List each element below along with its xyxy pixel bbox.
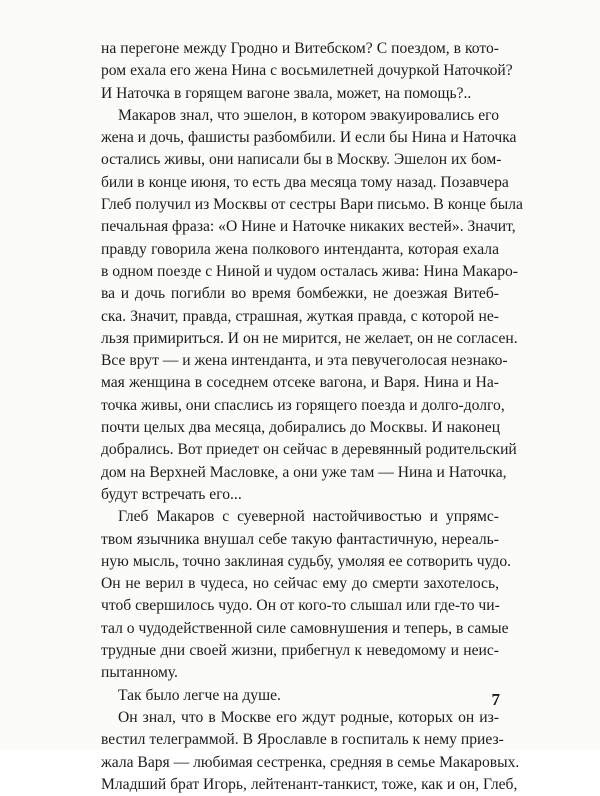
- text-line: Все врут — и жена интенданта, и эта певучеголосая незнако-: [101, 352, 508, 370]
- text-line: остались живы, они написали бы в Москву. Эшелон их бом-: [101, 151, 502, 169]
- text-line: вестил телеграммой. В Ярославле в госпиталь к нему приез-: [101, 731, 504, 749]
- text-line: Он не верил в чудеса, но сейчас ему до смерти захотелось,: [101, 575, 499, 593]
- text-line: правду говорила жена полкового интенданта, которая ехала: [101, 240, 499, 258]
- text-line: ную мысль, точно заклиная судьбу, умоляя ее сотворить чудо.: [101, 552, 512, 570]
- text-line: ска. Значит, правда, страшная, жуткая правда, с которой не-: [101, 307, 499, 325]
- paragraph-5: [101, 707, 520, 796]
- text-line: добрались. Вот приедет он сейчас в деревянный родительский: [101, 441, 517, 459]
- text-line: почти целых два месяца, добирались до Москвы. И наконец: [101, 419, 501, 437]
- text-line: дом на Верхней Масловке, а они уже там — Нина и Наточка,: [101, 463, 507, 481]
- text-line: Глеб получил из Москвы от сестры Вари письмо. В конце была: [101, 196, 523, 214]
- text-line: твом язычника внушал себе такую фантастичную, нереаль-: [101, 530, 499, 548]
- text-line: мая женщина в соседнем отсеке вагона, и Варя. Нина и На-: [101, 374, 499, 392]
- text-line: пытанному.: [101, 664, 178, 682]
- text-line: в одном поезде с Ниной и чудом осталась жива: Нина Макаро-: [101, 262, 518, 280]
- text-line: Так было легче на душе.: [118, 686, 281, 704]
- text-line: Он знал, что в Москве его ждут родные, которых он из-: [118, 708, 499, 726]
- paragraph-2: [101, 105, 523, 506]
- text-line: точка живы, они спаслись из горящего поезда и долго-долго,: [101, 396, 505, 414]
- text-line: Макаров знал, что эшелон, в котором эвакуировались его: [118, 106, 499, 124]
- text-line: Глеб Макаров с суеверной настойчивостью и упрямс-: [118, 508, 499, 526]
- paragraph-1: [101, 38, 513, 105]
- text-line: тал о чудодейственной силе самовнушения и теперь, в самые: [101, 619, 509, 637]
- page-number: 7: [491, 690, 500, 709]
- paragraph-4: [101, 685, 499, 707]
- text-line: жена и дочь, фашисты разбомбили. И если бы Нина и Наточка: [101, 129, 517, 147]
- text-line: били в конце июня, то есть два месяца тому назад. Позавчера: [101, 173, 509, 191]
- text-line: чтоб свершилось чудо. Он от кого-то слышал или где-то чи-: [101, 597, 500, 615]
- paragraph-3: [101, 506, 512, 684]
- text-line: будут встречать его...: [101, 485, 242, 503]
- body-text: [101, 38, 523, 796]
- text-line: печальная фраза: «О Нине и Наточке никаких вестей». Значит,: [101, 218, 516, 236]
- text-line: льзя примириться. И он не мирится, не желает, он не согласен.: [101, 329, 518, 347]
- text-line: ром ехала его жена Нина с восьмилетней дочуркой Наточкой?: [101, 62, 513, 80]
- text-line: жала Варя — любимая сестренка, средняя в семье Макаровых.: [101, 753, 520, 771]
- text-line: трудные дни своей жизни, прибегнул к неведомому и неис-: [101, 642, 499, 660]
- text-line: ва и дочь погибли во время бомбежки, не доезжая Витеб-: [101, 285, 499, 303]
- text-line: И Наточка в горящем вагоне звала, может, на помощь?..: [101, 84, 472, 102]
- text-line: на перегоне между Гродно и Витебском? С поездом, в кото-: [101, 40, 499, 57]
- text-line: Младший брат Игорь, лейтенант-танкист, тоже, как и он, Глеб,: [101, 775, 518, 793]
